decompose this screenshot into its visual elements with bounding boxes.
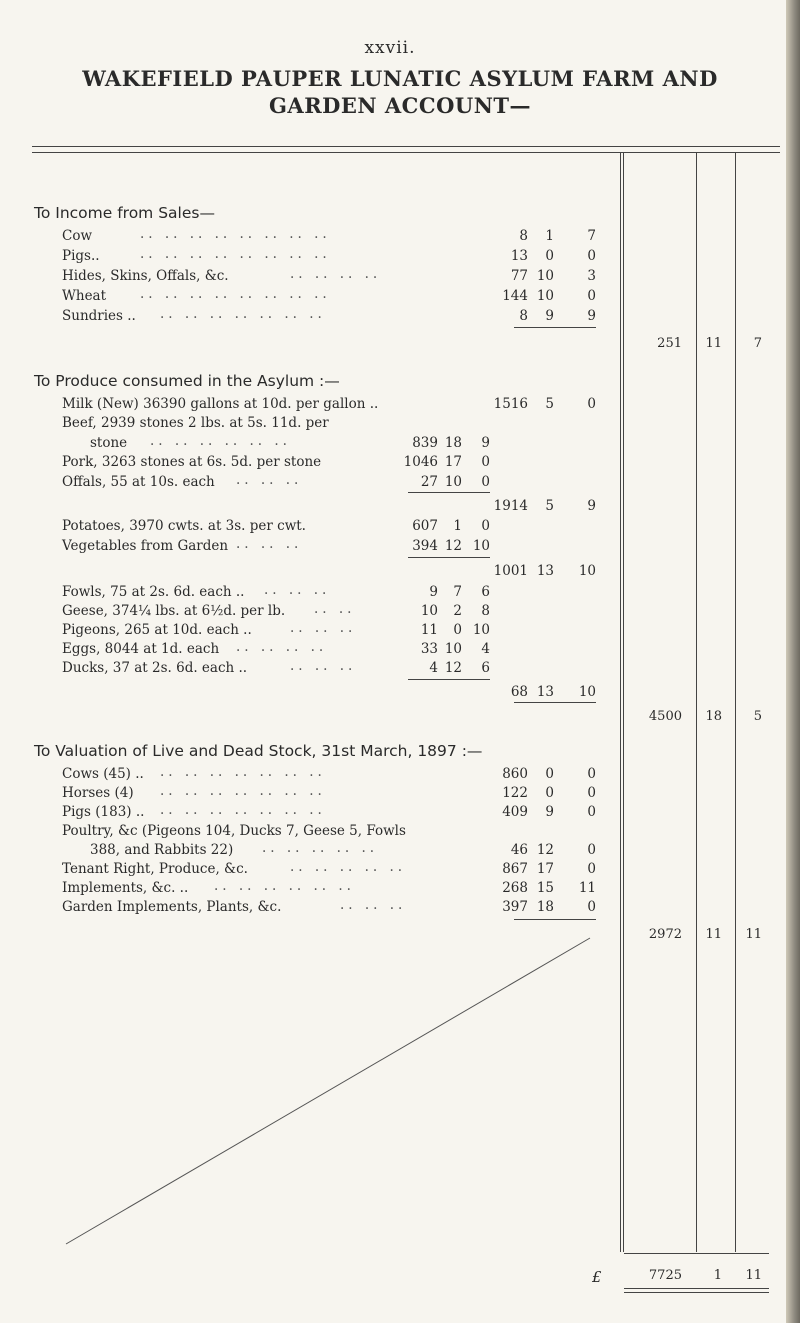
pounds: 9 [429, 584, 438, 600]
pounds: 1046 [403, 454, 438, 470]
total-pence: 5 [753, 709, 762, 724]
total-pounds: 4500 [648, 709, 682, 724]
pounds: 77 [510, 268, 528, 284]
shillings: 1 [545, 228, 554, 244]
total-pounds: 251 [657, 336, 682, 351]
leader-dots: .. .. .. [340, 897, 407, 913]
row-label: Pork, 3263 stones at 6s. 5d. per stone [62, 454, 322, 470]
pence: 3 [587, 268, 596, 284]
row-label-line-1: Beef, 2939 stones 2 lbs. at 5s. 11d. per [62, 415, 329, 431]
pence: 0 [481, 518, 490, 534]
pence: 11 [578, 880, 596, 896]
row-label: Pigs (183) .. [62, 804, 145, 820]
row-label: Pigeons, 265 at 10d. each .. [62, 622, 252, 638]
leader-dots: .. .. .. .. .. [290, 859, 407, 875]
leader-dots: .. .. .. .. .. .. [214, 878, 355, 894]
pence: 10 [472, 622, 490, 638]
pounds: 867 [502, 861, 528, 877]
pounds: 409 [502, 804, 528, 820]
pence: 0 [587, 396, 596, 412]
pounds: 27 [420, 474, 438, 490]
page-title-line-1: WAKEFIELD PAUPER LUNATIC ASYLUM FARM AND [82, 66, 718, 91]
pounds: 10 [420, 603, 438, 619]
pence: 6 [481, 584, 490, 600]
row-label: Garden Implements, Plants, &c. [62, 899, 282, 915]
pounds: 144 [502, 288, 528, 304]
leader-dots: .. .. .. .. [236, 639, 328, 655]
total-shillings: 11 [705, 336, 722, 351]
pounds: 8 [519, 228, 528, 244]
section-produce-heading: To Produce consumed in the Asylum :— [34, 372, 340, 390]
pence: 0 [587, 785, 596, 801]
leader-dots: .. .. .. .. .. .. [150, 433, 291, 449]
shillings: 7 [453, 584, 462, 600]
pence: 6 [481, 660, 490, 676]
pence: 4 [481, 641, 490, 657]
total-pence: 7 [753, 336, 762, 351]
page-title-line-2: GARDEN ACCOUNT— [268, 93, 532, 118]
grand-total-pounds: 7725 [648, 1268, 682, 1283]
row-label: Vegetables from Garden [62, 538, 229, 554]
pounds: 1001 [493, 563, 528, 579]
row-label: Horses (4) [62, 785, 134, 801]
shillings: 10 [444, 474, 462, 490]
row-label: Fowls, 75 at 2s. 6d. each .. [62, 584, 245, 600]
grand-total-pence: 11 [745, 1268, 762, 1283]
shillings: 18 [536, 899, 554, 915]
pounds: 268 [502, 880, 528, 896]
shillings: 0 [545, 248, 554, 264]
shillings: 13 [536, 563, 554, 579]
shillings: 17 [444, 454, 462, 470]
row-label: Cows (45) .. [62, 766, 144, 782]
row-label: Hides, Skins, Offals, &c. [62, 268, 229, 284]
pence: 0 [587, 766, 596, 782]
shillings: 5 [545, 498, 554, 514]
pence: 9 [587, 308, 596, 324]
row-label: Potatoes, 3970 cwts. at 3s. per cwt. [62, 518, 306, 534]
shillings: 18 [444, 435, 462, 451]
leader-dots: .. .. [314, 601, 356, 617]
pounds: 13 [510, 248, 528, 264]
row-label: Geese, 374¼ lbs. at 6½d. per lb. [62, 603, 286, 619]
shillings: 12 [444, 538, 462, 554]
pounds: 33 [420, 641, 438, 657]
leader-dots: .. .. .. .. .. .. .. .. [140, 226, 331, 242]
shillings: 0 [545, 785, 554, 801]
pounds: 1914 [493, 498, 528, 514]
row-label: Cow [62, 228, 93, 244]
row-label: Eggs, 8044 at 1d. each [62, 641, 220, 657]
pounds: 46 [510, 842, 528, 858]
leader-dots: .. .. .. .. .. .. .. [160, 306, 326, 322]
total-pence: 11 [745, 927, 762, 942]
pence: 0 [587, 804, 596, 820]
shillings: 0 [545, 766, 554, 782]
total-shillings: 11 [705, 927, 722, 942]
row-label: Milk (New) 36390 gallons at 10d. per gallon .. [62, 396, 379, 412]
grand-total-rule-bottom-2 [624, 1292, 769, 1293]
pound-sign: £ [592, 1268, 602, 1286]
pounds: 839 [412, 435, 438, 451]
row-label: Sundries .. [62, 308, 136, 324]
pence: 10 [578, 684, 596, 700]
leader-dots: .. .. .. .. .. .. .. [160, 764, 326, 780]
row-label: Offals, 55 at 10s. each [62, 474, 215, 490]
shillings: 9 [545, 804, 554, 820]
pounds: 607 [412, 518, 438, 534]
grand-total-rule-top [624, 1253, 769, 1254]
pence: 0 [481, 474, 490, 490]
row-label: Pigs.. [62, 248, 100, 264]
row-label: Tenant Right, Produce, &c. [62, 861, 248, 877]
pence: 9 [481, 435, 490, 451]
shillings: 2 [453, 603, 462, 619]
pence: 0 [587, 842, 596, 858]
pence: 10 [472, 538, 490, 554]
row-label: Wheat [62, 288, 107, 304]
shillings: 13 [536, 684, 554, 700]
total-pounds: 2972 [648, 927, 682, 942]
pence: 7 [587, 228, 596, 244]
leader-dots: .. .. .. [236, 472, 303, 488]
shillings: 1 [453, 518, 462, 534]
leader-dots: .. .. .. [290, 620, 357, 636]
leader-dots: .. .. .. .. .. .. .. [160, 802, 326, 818]
row-label-line-1: Poultry, &c (Pigeons 104, Ducks 7, Geese 5, Fowls [62, 823, 406, 839]
grand-total-rule-bottom [624, 1288, 769, 1289]
total-shillings: 18 [705, 709, 722, 724]
pounds: 122 [502, 785, 528, 801]
pounds: 4 [429, 660, 438, 676]
shillings: 10 [444, 641, 462, 657]
pence: 0 [587, 861, 596, 877]
leader-dots: .. .. .. [236, 536, 303, 552]
pounds: 397 [502, 899, 528, 915]
shillings: 5 [545, 396, 554, 412]
pence: 0 [587, 899, 596, 915]
pounds: 68 [510, 684, 528, 700]
pounds: 860 [502, 766, 528, 782]
shillings: 10 [536, 288, 554, 304]
leader-dots: .. .. .. .. .. .. .. .. [140, 246, 331, 262]
pence: 0 [587, 288, 596, 304]
pence: 8 [481, 603, 490, 619]
section-valuation-heading: To Valuation of Live and Dead Stock, 31st March, 1897 :— [34, 742, 483, 760]
row-label: Ducks, 37 at 2s. 6d. each .. [62, 660, 248, 676]
shillings: 12 [444, 660, 462, 676]
shillings: 9 [545, 308, 554, 324]
grand-total-shillings: 1 [713, 1268, 722, 1283]
shillings: 15 [536, 880, 554, 896]
shillings: 0 [453, 622, 462, 638]
leader-dots: .. .. .. .. .. [262, 840, 379, 856]
row-label-line-2: stone [90, 435, 128, 451]
pounds: 11 [420, 622, 438, 638]
pounds: 1516 [493, 396, 528, 412]
leader-dots: .. .. .. [290, 658, 357, 674]
row-label: Implements, &c. .. [62, 880, 189, 896]
row-label-line-2: 388, and Rabbits 22) [90, 842, 234, 858]
pence: 0 [481, 454, 490, 470]
leader-dots: .. .. .. .. [290, 266, 382, 282]
shillings: 17 [536, 861, 554, 877]
shillings: 12 [536, 842, 554, 858]
leader-dots: .. .. .. .. .. .. .. [160, 783, 326, 799]
page-number: xxvii. [364, 38, 416, 58]
pence: 9 [587, 498, 596, 514]
pounds: 394 [412, 538, 438, 554]
leader-dots: .. .. .. [264, 582, 331, 598]
section-income-heading: To Income from Sales— [34, 204, 215, 222]
pounds: 8 [519, 308, 528, 324]
leader-dots: .. .. .. .. .. .. .. .. [140, 286, 331, 302]
pence: 10 [578, 563, 596, 579]
pence: 0 [587, 248, 596, 264]
shillings: 10 [536, 268, 554, 284]
